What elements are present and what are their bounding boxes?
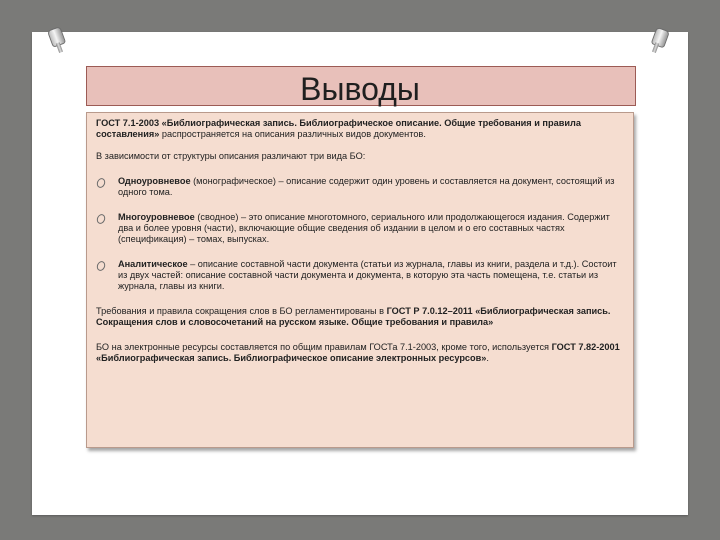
gost-7-1-title: ГОСТ 7.1-2003 «Библиографическая запись. Библиографическое описание. Общие требования и правила составления»: [96, 118, 581, 139]
paragraph-gost-7-1: [96, 118, 625, 140]
paragraph-electronic: [96, 342, 625, 364]
term-single-level: Одноуровневое: [118, 176, 191, 186]
gost-7-82-title: ГОСТ 7.82-2001 «Библиографическая запись. Библиографическое описание электронных ресурсов»: [96, 342, 620, 363]
list-item-multi-level: [96, 212, 625, 245]
paragraph-types-intro: В зависимости от структуры описания различают три вида БО:: [96, 151, 366, 161]
bullet-icon: [95, 177, 106, 189]
bullet-icon: [95, 260, 106, 272]
gost-r-7-0-12-title: ГОСТ Р 7.0.12–2011 «Библиографическая запись. Сокращения слов и словосочетаний на русском языке. Общие требования и правила»: [96, 306, 611, 327]
desc-multi-level: (сводное) – это описание многотомного, сериального или продолжающегося издания. Содержит два и более уровня (части), включающие общие сведения об издании в целом и о его составных частях (спецификация) – томах, выпусках.: [118, 212, 610, 244]
desc-single-level: (монографическое) – описание содержит один уровень и составляется на документ, состоящий из одного тома.: [118, 176, 615, 197]
list-item-single-level: [96, 176, 625, 198]
term-multi-level: Многоуровневое: [118, 212, 195, 222]
slide-title: Выводы: [300, 71, 420, 107]
term-analytical: Аналитическое: [118, 259, 188, 269]
paragraph-electronic-end: .: [486, 353, 489, 363]
bullet-icon: [95, 213, 106, 225]
desc-analytical: – описание составной части документа (статьи из журнала, главы из книги, раздела и т.д.). Состоит из двух частей: описание составной части документа и документа, в которую эта часть помещена, т.е. статьи из журнала, главы из книги.: [118, 259, 617, 291]
paragraph-gost-7-1-rest: распространяется на описания различных видов документов.: [159, 129, 426, 139]
paragraph-abbreviations: [96, 306, 625, 328]
list-item-analytical: [96, 259, 625, 292]
paragraph-abbreviations-start: Требования и правила сокращения слов в БО регламентированы в: [96, 306, 387, 316]
content-box: [86, 112, 634, 448]
paragraph-electronic-start: БО на электронные ресурсы составляется по общим правилам ГОСТа 7.1-2003, кроме того, используется: [96, 342, 552, 352]
